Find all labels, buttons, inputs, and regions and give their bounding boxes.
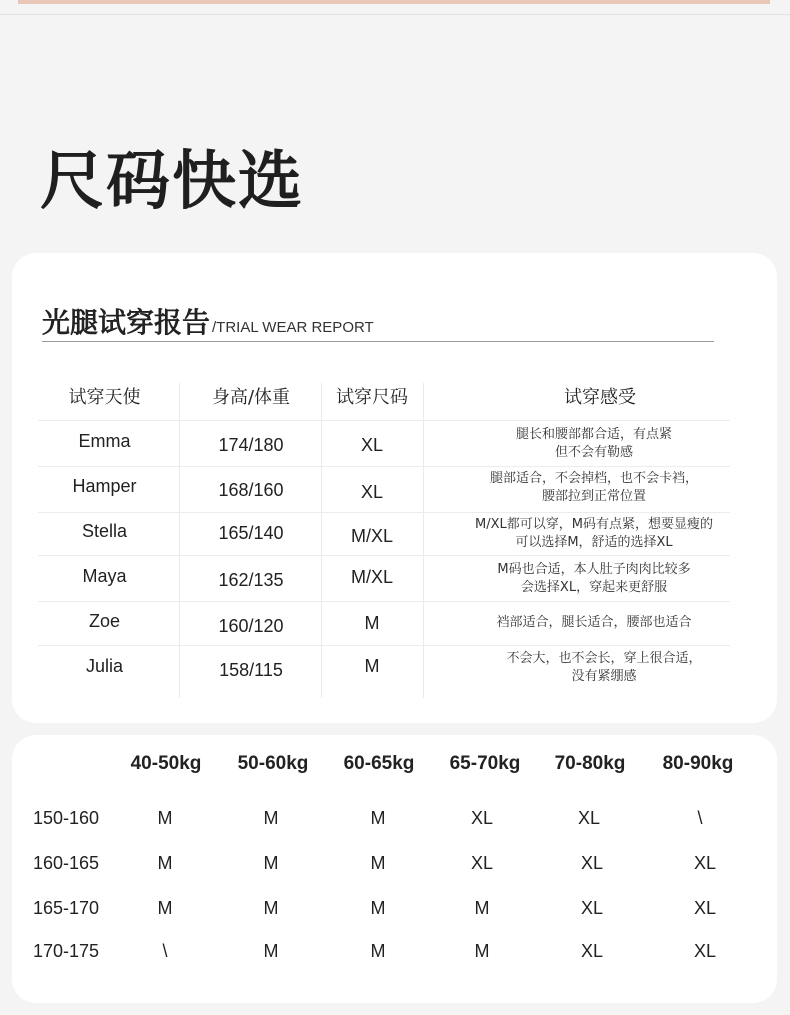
size-cell: XL (693, 898, 717, 918)
height-row-label: 150-160 (32, 808, 100, 828)
size-cell: XL (580, 898, 604, 918)
tester-name: Emma (78, 431, 131, 451)
header-feedback: 试穿感受 (564, 387, 636, 408)
size-cell: M (263, 808, 279, 828)
tester-height-weight: 160/120 (218, 616, 284, 636)
size-cell: M (263, 898, 279, 918)
size-cell: XL (470, 808, 494, 828)
height-row-label: 165-170 (32, 898, 100, 918)
size-cell: XL (580, 853, 604, 873)
table-row-divider (38, 512, 730, 513)
weight-column-header: 80-90kg (662, 753, 734, 774)
size-cell: M (370, 853, 386, 873)
tester-size: M/XL (350, 567, 393, 587)
size-cell: M (157, 898, 173, 918)
tester-name: Julia (85, 656, 124, 676)
size-cell: M (157, 853, 173, 873)
size-cell: XL (693, 941, 717, 961)
header-size: 试穿尺码 (336, 387, 408, 408)
size-cell: M (474, 941, 490, 961)
top-accent-strip (18, 0, 770, 4)
table-row-divider (38, 555, 730, 556)
table-row-divider (38, 466, 730, 467)
tester-size: XL (360, 435, 384, 455)
tester-name: Maya (82, 566, 127, 586)
height-row-label: 170-175 (32, 941, 100, 961)
table-row-divider (38, 601, 730, 602)
tester-height-weight: 158/115 (219, 660, 283, 680)
weight-column-header: 60-65kg (343, 753, 415, 774)
weight-column-header: 70-80kg (554, 753, 626, 774)
size-chart-card (12, 735, 777, 1003)
report-title (42, 301, 374, 341)
weight-column-header: 40-50kg (130, 753, 202, 774)
size-cell: XL (577, 808, 601, 828)
size-cell: XL (470, 853, 494, 873)
tester-size: XL (360, 482, 384, 502)
size-cell: M (474, 898, 490, 918)
tester-feedback: M/XL都可以穿，M码有点紧，想要显瘦的 可以选择M，舒适的选择XL (475, 517, 713, 550)
tester-height-weight: 165/140 (218, 523, 284, 543)
table-row-divider (38, 645, 730, 646)
tester-height-weight: 174/180 (218, 435, 284, 455)
tester-feedback: 不会大，也不会长，穿上很合适， 没有紧绷感 (506, 651, 702, 684)
height-row-label: 160-165 (32, 853, 100, 873)
weight-column-header: 65-70kg (449, 753, 521, 774)
tester-feedback: 腿长和腰部都合适，有点紧 但不会有勒感 (515, 427, 672, 460)
tester-feedback: M码也合适，本人肚子肉肉比较多 会选择XL，穿起来更舒服 (497, 562, 691, 595)
size-cell: M (263, 853, 279, 873)
tester-height-weight: 168/160 (218, 480, 284, 500)
report-title-rule (42, 341, 714, 342)
size-cell: XL (580, 941, 604, 961)
tester-name: Stella (81, 521, 128, 541)
header-tester: 试穿天使 (68, 387, 141, 408)
table-row-divider (38, 420, 730, 421)
report-title-text: 光腿试穿报告 (42, 306, 211, 339)
size-cell: \ (697, 808, 703, 828)
tester-size: M (364, 656, 380, 676)
weight-column-header: 50-60kg (237, 753, 309, 774)
tester-feedback: 腿部适合，不会掉档，也不会卡裆， 腰部拉到正常位置 (489, 471, 698, 504)
size-cell: M (157, 808, 173, 828)
tester-height-weight: 162/135 (218, 570, 284, 590)
top-divider (0, 14, 790, 15)
size-cell: M (370, 808, 386, 828)
size-cell: M (370, 941, 386, 961)
tester-size: M/XL (350, 526, 393, 546)
tester-name: Zoe (88, 611, 121, 631)
size-cell: M (263, 941, 279, 961)
header-height-weight: 身高/体重 (211, 387, 291, 408)
size-cell: M (370, 898, 386, 918)
tester-name: Hamper (72, 476, 137, 496)
trial-report-card (12, 253, 777, 723)
tester-feedback: 裆部适合，腿长适合，腰部也适合 (496, 615, 692, 630)
page-title: 尺码快选 (40, 145, 304, 219)
tester-size: M (364, 613, 380, 633)
size-cell: \ (162, 941, 168, 961)
size-cell: XL (693, 853, 717, 873)
report-subtitle: /TRIAL WEAR REPORT (212, 319, 374, 336)
